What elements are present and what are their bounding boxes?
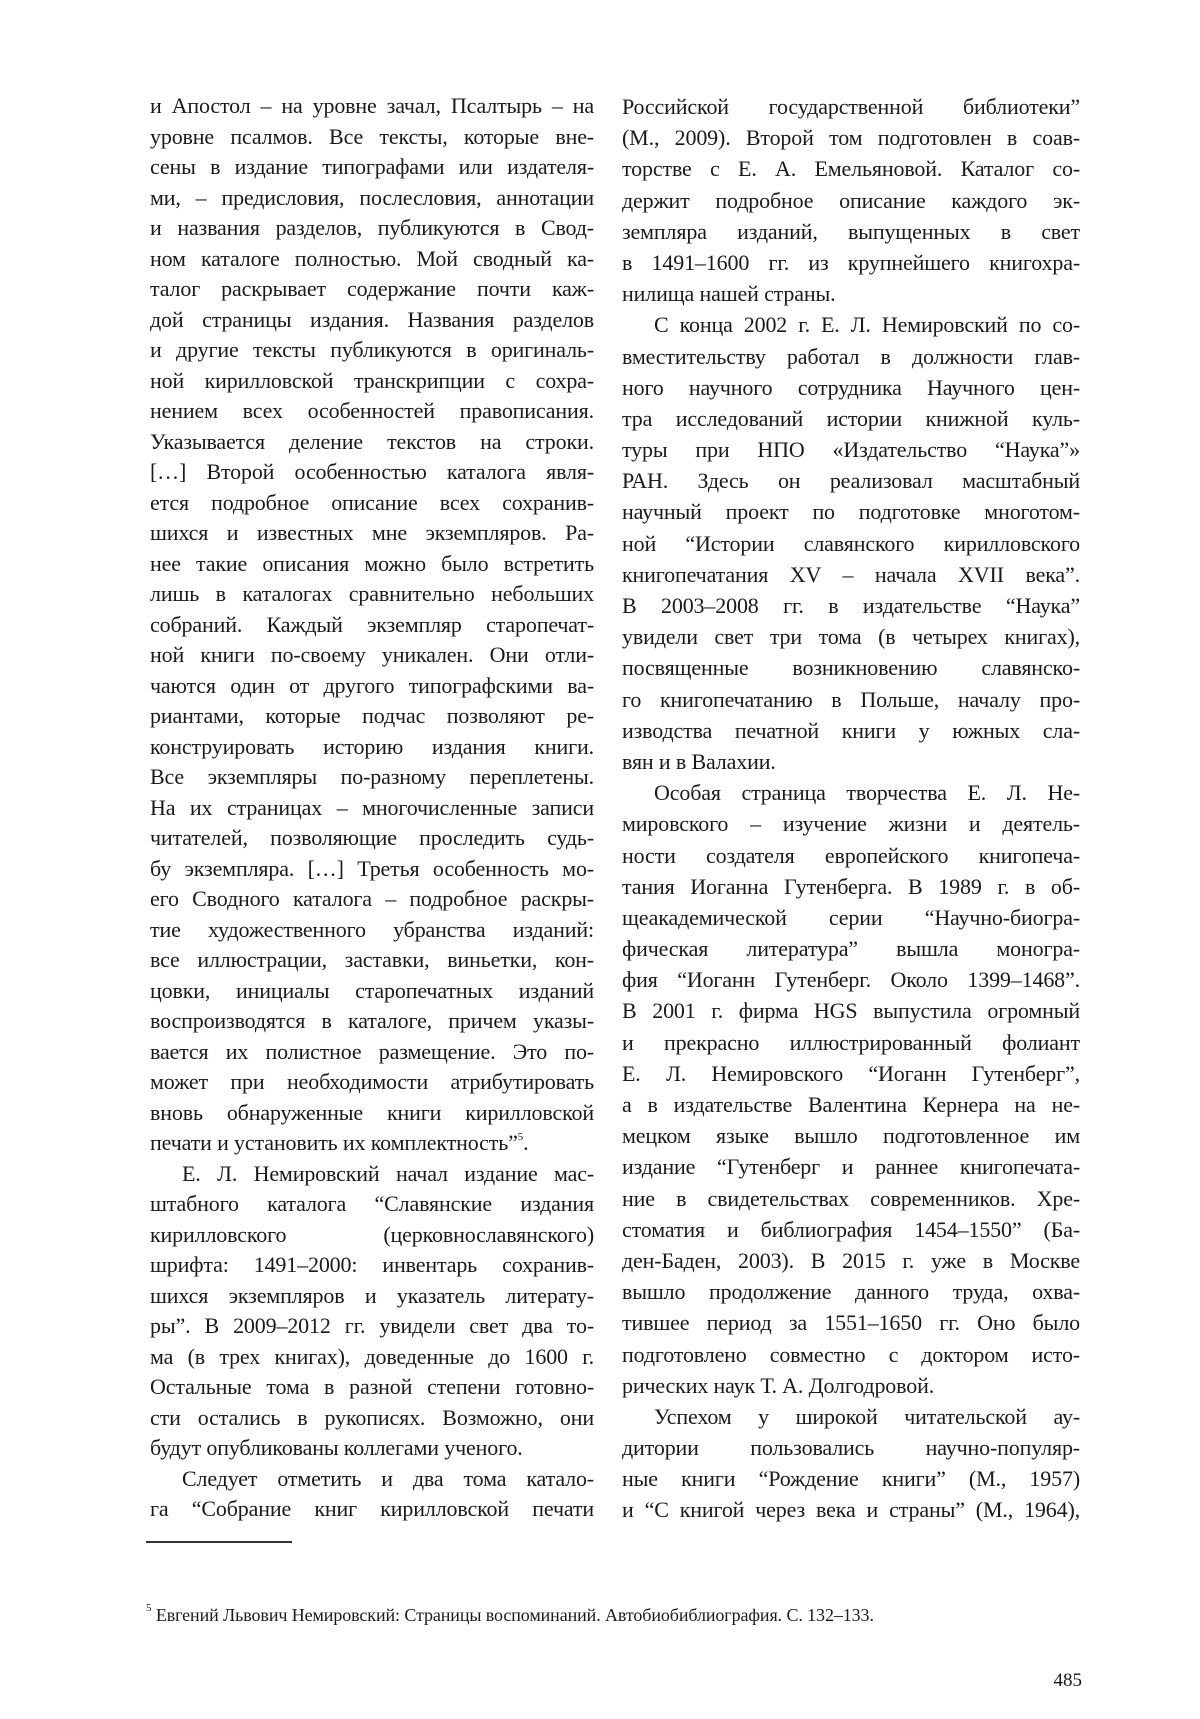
footnote-text: Евгений Львович Немировский: Страницы воспоминаний. Автобиобиблиография. С. 132–133. (156, 1605, 874, 1625)
line-text: а в издательстве Валентина Кернера на не- (622, 1092, 1080, 1117)
line-text: научный проект по подготовке многотом- (622, 499, 1080, 524)
line-text: фическая литература” вышла моногра- (622, 936, 1080, 961)
line-text: ной книги по-своему уникален. Они отли- (150, 642, 594, 667)
line-text: Российской государственной библиотеки” (622, 94, 1080, 119)
line-text: го книгопечатанию в Польше, началу про- (622, 687, 1080, 712)
line-text: бу экземпляра. […] Третья особенность мо- (150, 856, 594, 881)
text-line (150, 1159, 594, 1190)
line-text: его Сводного каталога – подробное раскры- (150, 886, 594, 911)
line-text: сти остались в рукописях. Возможно, они (150, 1405, 594, 1430)
line-text: Е. Л. Немировского “Иоганн Гутенберг”, (622, 1061, 1080, 1086)
line-text: Успехом у широкой читательской ау- (654, 1404, 1080, 1429)
line-text: талог раскрывает содержание почти каж- (150, 276, 594, 301)
line-text: мировского – изучение жизни и деятель- (622, 811, 1080, 836)
line-text: чаются один от другого типографскими ва- (150, 673, 594, 698)
text-line (150, 335, 594, 366)
line-text: цовки, инициалы старопечатных изданий (150, 978, 594, 1003)
line-text: рических наук Т. А. Долгодровой. (622, 1373, 934, 1398)
text-line (150, 1311, 594, 1342)
line-text: уровне псалмов. Все тексты, которые вне- (150, 124, 594, 149)
line-text: (М., 2009). Второй том подготовлен в соав- (622, 125, 1080, 150)
text-line (150, 823, 594, 854)
text-line (150, 610, 594, 641)
line-text: будут опубликованы коллегами ученого. (150, 1435, 523, 1460)
line-text: и прекрасно иллюстрированный фолиант (622, 1030, 1080, 1055)
line-text: конструировать историю издания книги. (150, 734, 594, 759)
line-text: вается их полистное размещение. Это по- (150, 1039, 594, 1064)
text-line (150, 1342, 594, 1373)
line-text: и “С книгой через века и страны” (М., 1964), (622, 1497, 1080, 1522)
text-line (150, 549, 594, 580)
text-line (622, 777, 1080, 808)
footnote (146, 1605, 874, 1626)
text-line (150, 152, 594, 183)
line-text: ры”. В 2009–2012 гг. увидели свет два то- (150, 1313, 594, 1338)
line-text: Остальные тома в разной степени готовно- (150, 1374, 594, 1399)
text-line (622, 1058, 1080, 1089)
text-line (150, 945, 594, 976)
paragraph (622, 309, 1080, 777)
line-text: кирилловского (церковнославянского) (150, 1222, 594, 1247)
text-line (622, 309, 1080, 340)
line-text: нением всех особенностей правописания. (150, 398, 594, 423)
paragraph (150, 1159, 594, 1464)
text-line (622, 434, 1080, 465)
text-line (150, 762, 594, 793)
paragraph (622, 1401, 1080, 1526)
line-text: земпляра изданий, выпущенных в свет (622, 219, 1080, 244)
text-line (622, 372, 1080, 403)
text-line (622, 590, 1080, 621)
line-text: мецком языке вышло подготовленное им (622, 1123, 1080, 1148)
line-text: Следует отметить и два тома катало- (182, 1466, 594, 1491)
text-line (622, 1494, 1080, 1525)
text-line (150, 976, 594, 1007)
line-text: все иллюстрации, заставки, виньетки, кон- (150, 947, 594, 972)
text-line (150, 1067, 594, 1098)
text-line (150, 1464, 594, 1495)
text-line (622, 341, 1080, 372)
text-line (150, 640, 594, 671)
left-column (150, 91, 594, 1525)
text-line (150, 1403, 594, 1434)
line-text: С конца 2002 г. Е. Л. Немировский по со- (654, 312, 1080, 337)
text-line (622, 1463, 1080, 1494)
line-text: ется подробное описание всех сохранив- (150, 490, 594, 515)
text-line (622, 1401, 1080, 1432)
footnote-separator (146, 1541, 292, 1543)
text-line (622, 902, 1080, 933)
text-line (150, 1250, 594, 1281)
text-line (150, 579, 594, 610)
line-text: шрифта: 1491–2000: инвентарь сохранив- (150, 1252, 594, 1277)
line-text: шихся и известных мне экземпляров. Ра- (150, 520, 594, 545)
line-text: читателей, позволяющие проследить судь- (150, 825, 594, 850)
line-text: РАН. Здесь он реализовал масштабный (622, 468, 1080, 493)
line-text: фия “Иоганн Гутенберг. Около 1399–1468”. (622, 967, 1080, 992)
line-text: […] Второй особенностью каталога явля- (150, 459, 594, 484)
line-text: риантами, которые подчас позволяют ре- (150, 703, 594, 728)
text-line (622, 91, 1080, 122)
text-line (622, 1151, 1080, 1182)
text-line (150, 1220, 594, 1251)
line-text: вян и в Валахии. (622, 749, 776, 774)
line-text: щеакадемической серии “Научно-биогра- (622, 905, 1080, 930)
text-line (622, 216, 1080, 247)
paragraph (622, 777, 1080, 1401)
text-line (622, 715, 1080, 746)
line-text: собраний. Каждый экземпляр старопечат- (150, 612, 594, 637)
line-text: тра исследований истории книжной куль- (622, 406, 1080, 431)
line-text: изводства печатной книги у южных сла- (622, 718, 1080, 743)
text-line (150, 427, 594, 458)
line-text: вновь обнаруженные книги кирилловской (150, 1100, 594, 1125)
line-text: торстве с Е. А. Емельяновой. Каталог со- (622, 156, 1080, 181)
paragraph (150, 91, 594, 1159)
text-line (622, 1245, 1080, 1276)
text-line (622, 840, 1080, 871)
line-text: Особая страница творчества Е. Л. Не- (654, 780, 1080, 805)
text-line (150, 671, 594, 702)
text-line (622, 1120, 1080, 1151)
line-text: тания Иоганна Гутенберга. В 1989 г. в об- (622, 874, 1080, 899)
line-text: тие художественного убранства изданий: (150, 917, 594, 942)
text-line (150, 518, 594, 549)
line-text: ден-Баден, 2003). В 2015 г. уже в Москве (622, 1248, 1080, 1273)
line-text: ном каталоге полностью. Мой сводный ка- (150, 246, 594, 271)
text-line (150, 305, 594, 336)
text-line (622, 496, 1080, 527)
text-line (150, 457, 594, 488)
text-line (622, 1089, 1080, 1120)
line-text: Все экземпляры по-разному переплетены. (150, 764, 594, 789)
text-line (150, 1189, 594, 1220)
line-text: ного научного сотрудника Научного цен- (622, 375, 1080, 400)
footnote-reference[interactable]: 5 (518, 1131, 523, 1143)
paragraph (622, 91, 1080, 309)
text-line (622, 1339, 1080, 1370)
line-text: вместительству работал в должности глав- (622, 344, 1080, 369)
right-column (622, 91, 1080, 1526)
line-text: посвященные возникновению славянско- (622, 655, 1080, 680)
text-line (622, 185, 1080, 216)
line-text: тившее период за 1551–1650 гг. Оно было (622, 1310, 1080, 1335)
text-line (622, 1307, 1080, 1338)
text-line (622, 652, 1080, 683)
text-line (622, 1370, 1080, 1401)
text-line (150, 793, 594, 824)
text-line (622, 808, 1080, 839)
line-text: В 2001 г. фирма HGS выпустила огромный (622, 998, 1080, 1023)
text-line: печати и установить их комплектность”5. (150, 1128, 594, 1159)
line-text: Е. Л. Немировский начал издание мас- (182, 1161, 594, 1186)
line-text: штабного каталога “Славянские издания (150, 1191, 594, 1216)
line-text: и названия разделов, публикуются в Свод- (150, 215, 594, 240)
text-line (622, 153, 1080, 184)
line-text: и другие тексты публикуются в оригиналь- (150, 337, 594, 362)
text-line (622, 559, 1080, 590)
text-line (150, 244, 594, 275)
text-line (150, 91, 594, 122)
text-line (622, 1432, 1080, 1463)
text-line (622, 871, 1080, 902)
text-line (150, 1037, 594, 1068)
line-text: дитории пользовались научно-популяр- (622, 1435, 1080, 1460)
line-text: туры при НПО «Издательство “Наука”» (622, 437, 1080, 462)
text-line (150, 701, 594, 732)
line-text: ма (в трех книгах), доведенные до 1600 г. (150, 1344, 594, 1369)
line-text: сены в издание типографами или издателя- (150, 154, 594, 179)
text-line (150, 854, 594, 885)
text-line (150, 915, 594, 946)
text-line (150, 488, 594, 519)
text-line (622, 122, 1080, 153)
line-text: стоматия и библиография 1454–1550” (Ба- (622, 1217, 1080, 1242)
line-text: ные книги “Рождение книги” (М., 1957) (622, 1466, 1080, 1491)
text-line (622, 964, 1080, 995)
line-text: ной кирилловской транскрипции с сохра- (150, 368, 594, 393)
text-line (150, 1494, 594, 1525)
line-text: подготовлено совместно с доктором исто- (622, 1342, 1080, 1367)
line-text: может при необходимости атрибутировать (150, 1069, 594, 1094)
footnote-marker: 5 (146, 1602, 151, 1614)
line-text: издание “Гутенберг и раннее книгопечата- (622, 1154, 1080, 1179)
text-line (622, 465, 1080, 496)
line-text: вышло продолжение данного труда, охва- (622, 1279, 1080, 1304)
line-text: нилища нашей страны. (622, 281, 836, 306)
line-text: нее такие описания можно было встретить (150, 551, 594, 576)
text-line (150, 1281, 594, 1312)
text-line (150, 122, 594, 153)
text-line (150, 213, 594, 244)
text-line (622, 933, 1080, 964)
line-text: и Апостол – на уровне зачал, Псалтырь – на (150, 93, 594, 118)
text-line (622, 1183, 1080, 1214)
line-text: лишь в каталогах сравнительно небольших (150, 581, 594, 606)
paragraph (150, 1464, 594, 1525)
line-text: шихся экземпляров и указатель литерату- (150, 1283, 594, 1308)
line-text: воспроизводятся в каталоге, причем указы- (150, 1008, 594, 1033)
text-line (622, 528, 1080, 559)
line-text: На их страницах – многочисленные записи (150, 795, 594, 820)
text-line (150, 183, 594, 214)
line-text: дой страницы издания. Названия разделов (150, 307, 594, 332)
line-text: печати и установить их комплектность” (150, 1130, 518, 1155)
text-line (622, 995, 1080, 1026)
text-line (150, 1006, 594, 1037)
line-text: ние в свидетельствах современников. Хре- (622, 1186, 1080, 1211)
line-text: ной “Истории славянского кирилловского (622, 531, 1080, 556)
text-line (622, 746, 1080, 777)
line-text: ми, – предисловия, послесловия, аннотации (150, 185, 594, 210)
line-text: га “Собрание книг кирилловской печати (150, 1496, 594, 1521)
line-text: в 1491–1600 гг. из крупнейшего книгохра- (622, 250, 1080, 275)
line-text: держит подробное описание каждого эк- (622, 188, 1080, 213)
line-text: В 2003–2008 гг. в издательстве “Наука” (622, 593, 1080, 618)
line-text: ности создателя европейского книгопеча- (622, 843, 1080, 868)
text-line (622, 247, 1080, 278)
text-line (622, 621, 1080, 652)
line-text: книгопечатания XV – начала XVII века”. (622, 562, 1080, 587)
text-line (150, 274, 594, 305)
line-text: Указывается деление текстов на строки. (150, 429, 594, 454)
text-line (150, 1433, 594, 1464)
text-line (622, 278, 1080, 309)
text-line (150, 884, 594, 915)
text-line (150, 396, 594, 427)
page-number: 485 (1054, 1670, 1083, 1692)
text-line (150, 1098, 594, 1129)
text-line (622, 1214, 1080, 1245)
text-line (150, 732, 594, 763)
text-line (150, 366, 594, 397)
text-line (622, 1276, 1080, 1307)
text-line (622, 684, 1080, 715)
text-line (622, 1027, 1080, 1058)
text-line (622, 403, 1080, 434)
text-line (150, 1372, 594, 1403)
line-text: увидели свет три тома (в четырех книгах), (622, 624, 1080, 649)
